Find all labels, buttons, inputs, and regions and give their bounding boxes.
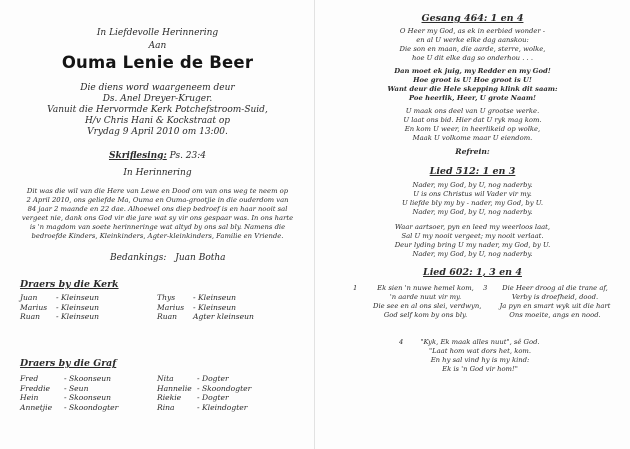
bearer-row (20, 312, 99, 322)
verse-line: Sal U my nooit vergeet; my nooit verlaat. (401, 232, 544, 240)
bearer-row (157, 374, 251, 384)
bearer-relation: - Dogter (197, 393, 229, 403)
verse-line: Want deur die Hele skepping klink dit saam: (387, 85, 558, 93)
bearer-row (20, 293, 99, 303)
bearer-name: Nita (157, 374, 174, 383)
scripture-value: Ps. 23:4 (169, 151, 207, 161)
verse-line: U laat ons bid. Hier dat U ryk mag kom. (403, 116, 542, 124)
bearer-relation: - Skoondogter (197, 383, 252, 393)
scripture-label: Skriflesing: (108, 151, 167, 161)
verse-line: Deur lyding bring U my nader, my God, by U. (394, 241, 551, 249)
verse-line: "Laat hom wat dors het, kom. (428, 347, 532, 355)
bearer-relation: - Kleindogter (197, 402, 248, 412)
hymn-464-verse-4 (315, 107, 630, 143)
intro-line: In Liefdevolle Herinnering (96, 28, 219, 38)
service-details (0, 83, 315, 138)
verse-line: O Heer my God, as ek in eerbied wonder - (399, 27, 546, 35)
service-line: Vanuit die Hervormde Kerk Potchefstroom-Suid, (47, 105, 268, 115)
right-page (315, 0, 630, 449)
bearer-relation: - Dogter (197, 374, 229, 383)
verse-line: U liefde bly my by - nader, my God, by U. (402, 199, 543, 207)
bearer-relation: - Seun (64, 383, 89, 393)
grave-bearers-heading: Draers by die Graf (20, 358, 117, 369)
bearer-row (20, 403, 118, 413)
verse-line: Die son en maan, die aarde, sterre, wolke, (399, 45, 546, 53)
verse-line: "Kyk, Ek maak alles nuut", sê God. (420, 338, 540, 346)
verse-line: U is ons Christus wil Vader vir my. (413, 190, 532, 198)
bearer-name: Marius (20, 302, 48, 312)
verse-line: Die Heer droog al die trane af, (502, 284, 608, 292)
church-bearers-heading: Draers by die Kerk (20, 279, 119, 290)
intro-aan: Aan (148, 41, 167, 51)
bearer-name: Rina (157, 402, 175, 412)
verse-number: 4 (399, 338, 404, 346)
thanks-label: Bedankings: (110, 253, 167, 263)
verse-line: en al U werke elke dag aanskou: (416, 36, 529, 44)
bearer-relation: - Kleinseun (56, 293, 100, 302)
refrain-label: Refrein: (455, 147, 490, 156)
bearer-name: Riekie (157, 393, 182, 403)
scripture-reading (0, 151, 315, 162)
verse-line: Hoe groot is U! Hoe groot is U! (413, 76, 532, 84)
verse-line: Die see en al ons slei, verdwyn, (373, 302, 482, 310)
bearer-name: Hein (20, 393, 39, 403)
deceased-name: Ouma Lenie de Beer (61, 53, 254, 72)
bearer-name: Annetjie (20, 402, 53, 412)
bearer-name: Marius (157, 302, 185, 312)
verse-line: Verby is droefheid, dood. (511, 293, 599, 301)
bearer-name: Thys (157, 293, 176, 302)
bearer-name: Ruan (20, 312, 41, 322)
bearer-relation: - Kleinseun (193, 293, 237, 302)
lied-602-verse-4 (415, 338, 545, 374)
bearer-row (157, 393, 251, 403)
verse-line: Nader, my God, by U, nog naderby. (412, 208, 533, 216)
memory-line: 84 jaar 2 maande en 22 dae. Alhoewel ons diep bedroef is en haar nooit sal (27, 205, 288, 213)
service-line: Die diens word waargeneem deur (80, 83, 235, 93)
verse-line: U maak ons deel van U grootse werke. (405, 107, 540, 115)
bearer-name: Juan (20, 293, 38, 302)
bearer-row (157, 403, 251, 413)
lied-602-verse-1 (373, 284, 482, 320)
bearer-row (157, 293, 254, 303)
memory-line: bedroefde Kinders, Kleinkinders, Agter-kleinkinders, Familie en Vriende. (31, 232, 284, 240)
bearer-name: Ruan (157, 312, 178, 322)
memory-text (0, 187, 315, 241)
hymn-464-refrain (315, 67, 630, 103)
bearer-relation: - Skoonseun (64, 393, 111, 403)
verse-line: Waar aartsoer, pyn en leed my weerloos laat, (394, 223, 551, 231)
bearer-name: Hannelie (157, 383, 192, 393)
memory-line: 2 April 2010, ons geliefde Ma, Ouma en Ouma-grootjie in die ouderdom van (26, 196, 289, 204)
memory-line: vergeet nie, dank ons God vir die jare wat sy vir ons gespaar was. In ons harte (21, 214, 294, 222)
lied-602-title: Lied 602: 1, 3 en 4 (423, 267, 522, 278)
service-line: H/v Chris Hani & Kockstraat op (84, 116, 231, 126)
bearer-row (157, 312, 254, 322)
memory-heading: In Herinnering (123, 168, 192, 178)
bearer-row (20, 303, 99, 313)
bearer-relation: - Kleinseun (56, 302, 100, 312)
lied-512-title: Lied 512: 1 en 3 (429, 166, 516, 177)
verse-line: Ek sien 'n nuwe hemel kom, (377, 284, 474, 292)
church-bearers-right (157, 293, 254, 322)
bearer-relation: - Kleinseun (56, 312, 100, 322)
memory-line: is 'n magdom van soete herinneringe wat altyd by ons sal bly. Namens die (29, 223, 286, 231)
bearer-relation: - Skoondogter (64, 402, 119, 412)
verse-line: Maak U volkome maar U eiendom. (412, 134, 533, 142)
bearer-row (20, 384, 118, 394)
verse-line: Ek is 'n God vir hom!" (442, 365, 518, 373)
thanks (110, 253, 226, 264)
bearer-relation: - Skoonseun (64, 374, 111, 383)
grave-bearers-left (20, 374, 118, 412)
verse-line: Ons moeite, angs en nood. (509, 311, 601, 319)
verse-line: Poe heerlik, Heer, U grote Naam! (408, 94, 536, 102)
hymn-464-verse-1 (315, 27, 630, 63)
service-line: Vrydag 9 April 2010 om 13:00. (87, 127, 228, 137)
grave-bearers-right (157, 374, 251, 412)
verse-line: 'n aarde nuut vir my. (389, 293, 462, 301)
verse-line: Dan moet ek juig, my Redder en my God! (394, 67, 551, 75)
thanks-name: Juan Botha (175, 253, 226, 263)
bearer-relation: Agter kleinseun (193, 312, 254, 322)
verse-line: God self kom by ons bly. (383, 311, 468, 319)
memory-line: Dit was die wil van die Here van Lewe en Dood om van ons weg te neem op (26, 187, 289, 195)
bearer-relation: - Kleinseun (193, 302, 237, 312)
bearer-row (157, 303, 254, 313)
service-line: Ds. Anel Dreyer-Kruger. (102, 94, 213, 104)
bearer-row (157, 384, 251, 394)
lied-602-verse-3 (499, 284, 611, 320)
verse-line: Ja pyn en smart wyk uit die hart (499, 302, 611, 310)
lied-512-verse-1 (315, 181, 630, 217)
lied-512-verse-3 (315, 223, 630, 259)
verse-line: En hy sal vind hy is my kind: (430, 356, 530, 364)
verse-number: 1 (353, 284, 358, 292)
hymn-464-title: Gesang 464: 1 en 4 (421, 13, 524, 24)
church-bearers-left (20, 293, 99, 322)
verse-line: En kom U weer, in heerlikeid op wolke, (404, 125, 541, 133)
bearer-row (20, 374, 118, 384)
bearer-row (20, 393, 118, 403)
verse-line: hoe U dit elke dag so onderhou . . . (411, 54, 533, 62)
bearer-name: Fred (20, 374, 39, 383)
verse-number: 3 (483, 284, 488, 292)
verse-line: Nader, my God, by U, nog naderby. (412, 181, 533, 189)
verse-line: Nader, my God, by U, nog naderby. (412, 250, 533, 258)
bearer-name: Freddie (20, 383, 51, 393)
